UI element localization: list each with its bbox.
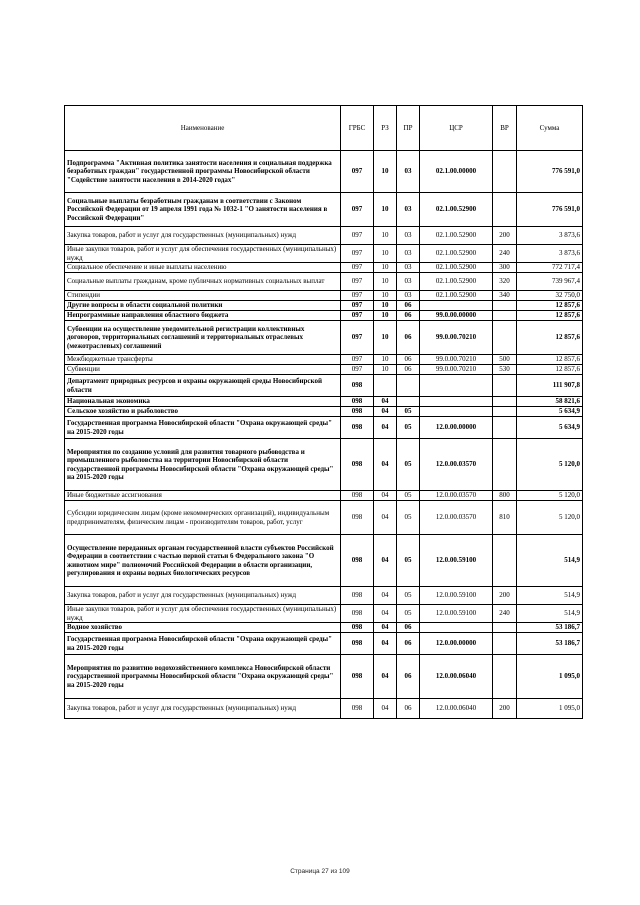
- cell-csr: [420, 623, 493, 633]
- cell-sum: 739 967,4: [517, 273, 583, 291]
- table-row: [65, 365, 583, 375]
- table-row: [65, 355, 583, 365]
- cell-pr: 03: [397, 245, 420, 263]
- table-row: [65, 605, 583, 623]
- cell-vr: 320: [493, 273, 517, 291]
- cell-grbs: 098: [341, 535, 374, 587]
- table-row: [65, 587, 583, 605]
- table-row: [65, 375, 583, 397]
- table-row: [65, 151, 583, 193]
- cell-vr: 200: [493, 699, 517, 719]
- page-number: Страница 27 из 109: [290, 868, 350, 875]
- cell-csr: 12.0.00.00000: [420, 417, 493, 439]
- cell-rz: 10: [374, 273, 397, 291]
- header-grbs: ГРБС: [341, 106, 374, 151]
- cell-csr: 02.1.00.52900: [420, 291, 493, 301]
- cell-pr: 06: [397, 301, 420, 311]
- cell-sum: 1 095,0: [517, 655, 583, 699]
- table-row: [65, 491, 583, 501]
- cell-sum: 514,9: [517, 535, 583, 587]
- cell-pr: [397, 375, 420, 397]
- cell-rz: 10: [374, 301, 397, 311]
- cell-grbs: 098: [341, 417, 374, 439]
- cell-pr: 03: [397, 151, 420, 193]
- cell-grbs: 097: [341, 311, 374, 321]
- cell-grbs: 097: [341, 193, 374, 227]
- table-body: [65, 151, 583, 719]
- cell-name: Подпрограмма "Активная политика занятости населения и социальная поддержка безработных граждан" государственной программы Новосибирской области "Содействие занятости населения в 2014-2020 годах": [65, 151, 341, 193]
- cell-grbs: 098: [341, 655, 374, 699]
- cell-sum: 5 634,9: [517, 407, 583, 417]
- cell-pr: 06: [397, 365, 420, 375]
- cell-rz: 04: [374, 623, 397, 633]
- cell-grbs: 098: [341, 439, 374, 491]
- cell-csr: 99.0.00.70210: [420, 321, 493, 355]
- cell-rz: 04: [374, 535, 397, 587]
- cell-vr: [493, 321, 517, 355]
- cell-name: Иные бюджетные ассигнования: [65, 491, 341, 501]
- table-row: [65, 311, 583, 321]
- cell-grbs: 097: [341, 365, 374, 375]
- cell-pr: 05: [397, 407, 420, 417]
- cell-csr: 12.0.00.00000: [420, 633, 493, 655]
- cell-csr: 12.0.00.03570: [420, 439, 493, 491]
- cell-grbs: 098: [341, 501, 374, 535]
- cell-csr: 99.0.00.70210: [420, 355, 493, 365]
- cell-rz: 10: [374, 245, 397, 263]
- cell-name: Социальные выплаты гражданам, кроме публичных нормативных социальных выплат: [65, 273, 341, 291]
- cell-sum: 12 857,6: [517, 365, 583, 375]
- cell-grbs: 098: [341, 407, 374, 417]
- cell-csr: [420, 301, 493, 311]
- cell-pr: 06: [397, 623, 420, 633]
- cell-rz: 10: [374, 263, 397, 273]
- cell-name: Закупка товаров, работ и услуг для государственных (муниципальных) нужд: [65, 587, 341, 605]
- table-row: [65, 535, 583, 587]
- cell-vr: 200: [493, 587, 517, 605]
- cell-vr: [493, 193, 517, 227]
- cell-vr: [493, 311, 517, 321]
- cell-sum: 53 186,7: [517, 623, 583, 633]
- cell-pr: 05: [397, 605, 420, 623]
- cell-rz: 04: [374, 417, 397, 439]
- header-sum: Сумма: [517, 106, 583, 151]
- cell-vr: 800: [493, 491, 517, 501]
- table-row: [65, 417, 583, 439]
- cell-sum: 5 120,0: [517, 491, 583, 501]
- cell-name: Сельское хозяйство и рыболовство: [65, 407, 341, 417]
- cell-sum: 111 907,8: [517, 375, 583, 397]
- cell-vr: [493, 535, 517, 587]
- budget-table: [64, 105, 583, 719]
- cell-name: Стипендии: [65, 291, 341, 301]
- cell-pr: 03: [397, 193, 420, 227]
- cell-name: Межбюджетные трансферты: [65, 355, 341, 365]
- cell-pr: 03: [397, 291, 420, 301]
- cell-csr: 12.0.00.59100: [420, 605, 493, 623]
- cell-grbs: 098: [341, 623, 374, 633]
- table-row: [65, 501, 583, 535]
- cell-vr: 240: [493, 245, 517, 263]
- cell-pr: 03: [397, 227, 420, 245]
- cell-sum: 12 857,6: [517, 311, 583, 321]
- cell-name: Иные закупки товаров, работ и услуг для обеспечения государственных (муниципальных) нужд: [65, 605, 341, 623]
- cell-rz: 04: [374, 633, 397, 655]
- cell-vr: [493, 417, 517, 439]
- cell-name: Национальная экономика: [65, 397, 341, 407]
- cell-pr: 05: [397, 491, 420, 501]
- table-row: [65, 227, 583, 245]
- cell-name: Иные закупки товаров, работ и услуг для обеспечения государственных (муниципальных) нужд: [65, 245, 341, 263]
- cell-rz: 10: [374, 365, 397, 375]
- cell-vr: 810: [493, 501, 517, 535]
- cell-rz: 04: [374, 501, 397, 535]
- cell-vr: 300: [493, 263, 517, 273]
- cell-csr: 12.0.00.03570: [420, 501, 493, 535]
- cell-csr: 02.1.00.52900: [420, 245, 493, 263]
- table-header-row: [65, 106, 583, 151]
- table-row: [65, 291, 583, 301]
- cell-vr: [493, 407, 517, 417]
- cell-csr: 02.1.00.00000: [420, 151, 493, 193]
- cell-rz: 10: [374, 355, 397, 365]
- cell-name: Мероприятия по созданию условий для развития товарного рыбоводства и промышленного рыболовства на территории Новосибирской области государственной программы Новосибирской области "Охрана окружающей среды" на 2015-2020 годы: [65, 439, 341, 491]
- table-row: [65, 397, 583, 407]
- cell-pr: 05: [397, 587, 420, 605]
- cell-vr: [493, 623, 517, 633]
- cell-sum: 514,9: [517, 587, 583, 605]
- cell-grbs: 097: [341, 273, 374, 291]
- cell-vr: [493, 397, 517, 407]
- cell-rz: 10: [374, 227, 397, 245]
- cell-grbs: 097: [341, 301, 374, 311]
- cell-name: Осуществление переданных органам государственной власти субъектов Российской Федерации в соответствии с частью первой статьи 6 Федерального закона "О животном мире" полномочий Российской Федерации в области организации, регулирования и охраны водных биологических ресурсов: [65, 535, 341, 587]
- cell-csr: 99.0.00.70210: [420, 365, 493, 375]
- cell-vr: [493, 151, 517, 193]
- cell-pr: 06: [397, 311, 420, 321]
- cell-name: Закупка товаров, работ и услуг для государственных (муниципальных) нужд: [65, 227, 341, 245]
- cell-sum: 32 750,0: [517, 291, 583, 301]
- cell-rz: 10: [374, 291, 397, 301]
- cell-sum: 5 120,0: [517, 501, 583, 535]
- table-row: [65, 633, 583, 655]
- cell-csr: 02.1.00.52900: [420, 227, 493, 245]
- cell-csr: [420, 375, 493, 397]
- cell-pr: [397, 397, 420, 407]
- cell-csr: 12.0.00.59100: [420, 587, 493, 605]
- cell-csr: 12.0.00.06040: [420, 699, 493, 719]
- cell-grbs: 097: [341, 291, 374, 301]
- cell-rz: 04: [374, 655, 397, 699]
- cell-pr: 05: [397, 417, 420, 439]
- cell-grbs: 097: [341, 245, 374, 263]
- cell-pr: 05: [397, 501, 420, 535]
- cell-grbs: 098: [341, 397, 374, 407]
- cell-name: Закупка товаров, работ и услуг для государственных (муниципальных) нужд: [65, 699, 341, 719]
- cell-csr: 99.0.00.00000: [420, 311, 493, 321]
- cell-csr: 12.0.00.06040: [420, 655, 493, 699]
- cell-grbs: 098: [341, 587, 374, 605]
- cell-grbs: 097: [341, 321, 374, 355]
- cell-grbs: 097: [341, 263, 374, 273]
- cell-pr: 06: [397, 633, 420, 655]
- cell-csr: 02.1.00.52900: [420, 263, 493, 273]
- cell-rz: 10: [374, 193, 397, 227]
- cell-name: Субвенции на осуществление уведомительной регистрации коллективных договоров, территориальных соглашений и территориальных отраслевых (межотраслевых) соглашений: [65, 321, 341, 355]
- cell-sum: 5 120,0: [517, 439, 583, 491]
- table-row: [65, 193, 583, 227]
- cell-name: Субсидии юридическим лицам (кроме некоммерческих организаций), индивидуальным предпринимателям, физическим лицам - производителям товаров, работ, услуг: [65, 501, 341, 535]
- cell-sum: 12 857,6: [517, 355, 583, 365]
- cell-rz: [374, 375, 397, 397]
- cell-csr: [420, 397, 493, 407]
- cell-sum: 776 591,0: [517, 193, 583, 227]
- cell-vr: 500: [493, 355, 517, 365]
- cell-vr: 340: [493, 291, 517, 301]
- cell-grbs: 097: [341, 227, 374, 245]
- cell-sum: 12 857,6: [517, 321, 583, 355]
- cell-rz: 04: [374, 439, 397, 491]
- cell-rz: 04: [374, 605, 397, 623]
- cell-grbs: 097: [341, 151, 374, 193]
- cell-rz: 10: [374, 151, 397, 193]
- cell-grbs: 098: [341, 375, 374, 397]
- header-rz: РЗ: [374, 106, 397, 151]
- cell-grbs: 098: [341, 605, 374, 623]
- header-csr: ЦСР: [420, 106, 493, 151]
- cell-sum: 3 873,6: [517, 245, 583, 263]
- table-row: [65, 407, 583, 417]
- cell-pr: 05: [397, 535, 420, 587]
- cell-pr: 06: [397, 321, 420, 355]
- cell-rz: 10: [374, 321, 397, 355]
- cell-vr: [493, 633, 517, 655]
- header-vr: ВР: [493, 106, 517, 151]
- cell-name: Непрограммные направления областного бюджета: [65, 311, 341, 321]
- table-row: [65, 321, 583, 355]
- cell-rz: 04: [374, 491, 397, 501]
- cell-vr: 240: [493, 605, 517, 623]
- cell-csr: 12.0.00.03570: [420, 491, 493, 501]
- cell-name: Другие вопросы в области социальной политики: [65, 301, 341, 311]
- cell-name: Социальные выплаты безработным гражданам в соответствии с Законом Российской Федерации от 19 апреля 1991 года № 1032-1 "О занятости населения в Российской Федерации": [65, 193, 341, 227]
- cell-csr: 02.1.00.52900: [420, 273, 493, 291]
- header-pr: ПР: [397, 106, 420, 151]
- cell-rz: 04: [374, 407, 397, 417]
- cell-rz: 10: [374, 311, 397, 321]
- cell-vr: 200: [493, 227, 517, 245]
- cell-grbs: 098: [341, 491, 374, 501]
- cell-sum: 12 857,6: [517, 301, 583, 311]
- cell-vr: [493, 655, 517, 699]
- cell-name: Государственная программа Новосибирской области "Охрана окружающей среды" на 2015-2020 годы: [65, 633, 341, 655]
- cell-vr: [493, 439, 517, 491]
- cell-pr: 03: [397, 273, 420, 291]
- cell-pr: 06: [397, 699, 420, 719]
- cell-sum: 772 717,4: [517, 263, 583, 273]
- cell-sum: 776 591,0: [517, 151, 583, 193]
- cell-sum: 58 821,6: [517, 397, 583, 407]
- table-row: [65, 273, 583, 291]
- cell-sum: 514,9: [517, 605, 583, 623]
- cell-pr: 06: [397, 355, 420, 365]
- header-name: Наименование: [65, 106, 341, 151]
- cell-name: Департамент природных ресурсов и охраны окружающей среды Новосибирской области: [65, 375, 341, 397]
- table-row: [65, 623, 583, 633]
- cell-grbs: 098: [341, 633, 374, 655]
- cell-csr: 02.1.00.52900: [420, 193, 493, 227]
- cell-grbs: 098: [341, 699, 374, 719]
- cell-sum: 3 873,6: [517, 227, 583, 245]
- table-row: [65, 263, 583, 273]
- cell-pr: 06: [397, 655, 420, 699]
- table-row: [65, 699, 583, 719]
- cell-vr: [493, 375, 517, 397]
- cell-vr: 530: [493, 365, 517, 375]
- cell-name: Мероприятия по развитию водохозяйственного комплекса Новосибирской области государственной программы Новосибирской области "Охрана окружающей среды" на 2015-2020 годы: [65, 655, 341, 699]
- cell-pr: 03: [397, 263, 420, 273]
- cell-rz: 04: [374, 397, 397, 407]
- cell-name: Субвенции: [65, 365, 341, 375]
- budget-table-container: [64, 105, 582, 719]
- table-row: [65, 439, 583, 491]
- cell-sum: 1 095,0: [517, 699, 583, 719]
- cell-csr: [420, 407, 493, 417]
- table-row: [65, 301, 583, 311]
- cell-csr: 12.0.00.59100: [420, 535, 493, 587]
- cell-sum: 53 186,7: [517, 633, 583, 655]
- table-row: [65, 655, 583, 699]
- cell-name: Водное хозяйство: [65, 623, 341, 633]
- cell-name: Социальное обеспечение и иные выплаты населению: [65, 263, 341, 273]
- cell-pr: 05: [397, 439, 420, 491]
- cell-sum: 5 634,9: [517, 417, 583, 439]
- cell-vr: [493, 301, 517, 311]
- table-row: [65, 245, 583, 263]
- cell-grbs: 097: [341, 355, 374, 365]
- cell-rz: 04: [374, 699, 397, 719]
- cell-name: Государственная программа Новосибирской области "Охрана окружающей среды" на 2015-2020 годы: [65, 417, 341, 439]
- cell-rz: 04: [374, 587, 397, 605]
